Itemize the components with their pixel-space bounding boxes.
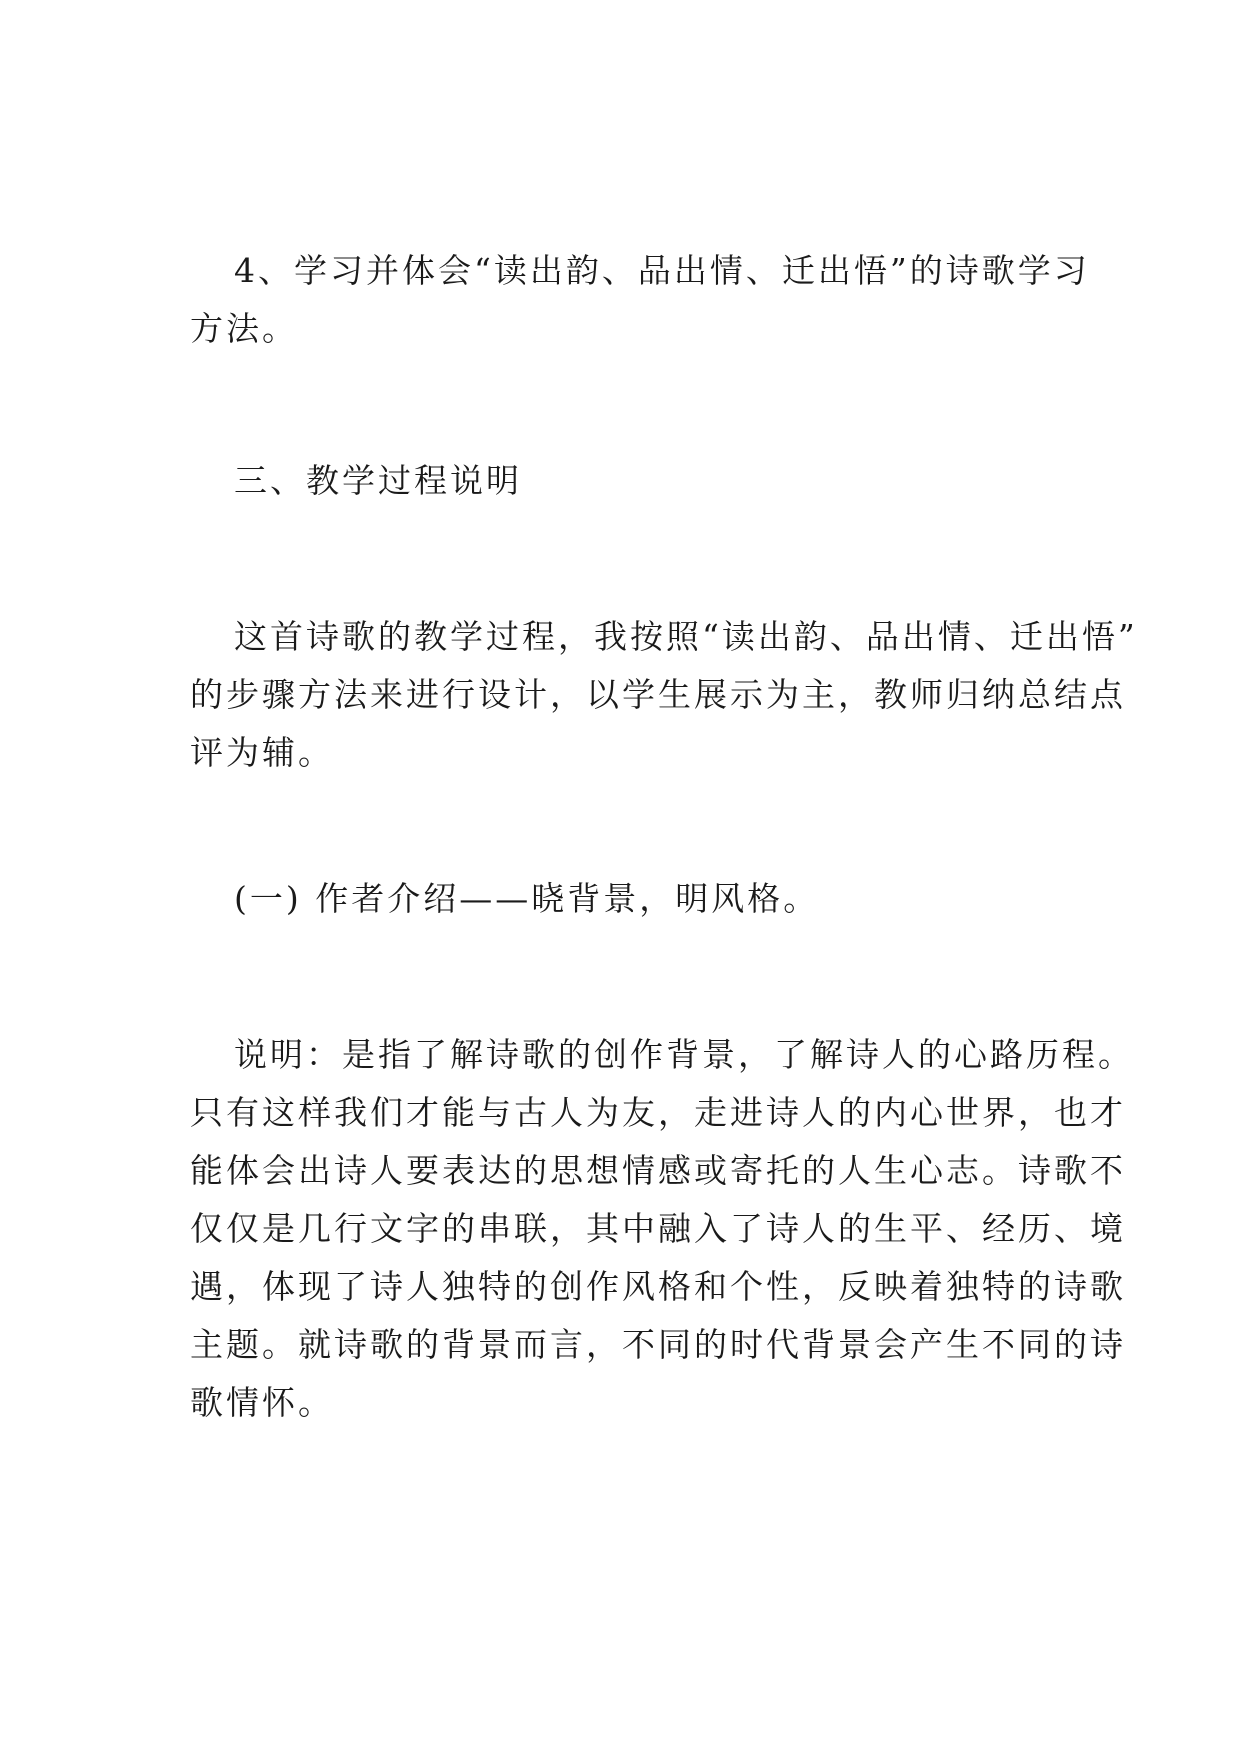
intro-line-1: 这首诗歌的教学过程，我按照“读出韵、品出情、迁出悟”	[234, 617, 1138, 656]
explanation-line-4: 仅仅是几行文字的串联，其中融入了诗人的生平、经历、境	[190, 1209, 1126, 1248]
explanation-line-2: 只有这样我们才能与古人为友，走进诗人的内心世界，也才	[190, 1093, 1126, 1132]
subsection-heading-author-intro	[190, 870, 1070, 928]
section-heading-teaching-process	[190, 452, 1070, 510]
objective-item-4	[190, 242, 1090, 358]
explanation-line-3: 能体会出诗人要表达的思想情感或寄托的人生心志。诗歌不	[190, 1151, 1126, 1190]
explanation-line-1: 说明：是指了解诗歌的创作背景，了解诗人的心路历程。	[234, 1035, 1134, 1074]
objective-item-4-line-1: 4、学习并体会“读出韵、品出情、迁出悟”的诗歌学习	[234, 251, 1090, 290]
explanation-line-7: 歌情怀。	[190, 1383, 334, 1422]
intro-line-3: 评为辅。	[190, 733, 334, 772]
subsection-heading-text: (一) 作者介绍——晓背景，明风格。	[234, 879, 820, 918]
intro-line-2: 的步骤方法来进行设计，以学生展示为主，教师归纳总结点	[190, 675, 1126, 714]
teaching-process-intro	[190, 608, 1138, 782]
explanation-paragraph	[190, 1026, 1134, 1432]
section-heading-text: 三、教学过程说明	[234, 461, 522, 500]
explanation-line-6: 主题。就诗歌的背景而言，不同的时代背景会产生不同的诗	[190, 1325, 1126, 1364]
objective-item-4-line-2: 方法。	[190, 309, 298, 348]
explanation-line-5: 遇，体现了诗人独特的创作风格和个性，反映着独特的诗歌	[190, 1267, 1126, 1306]
